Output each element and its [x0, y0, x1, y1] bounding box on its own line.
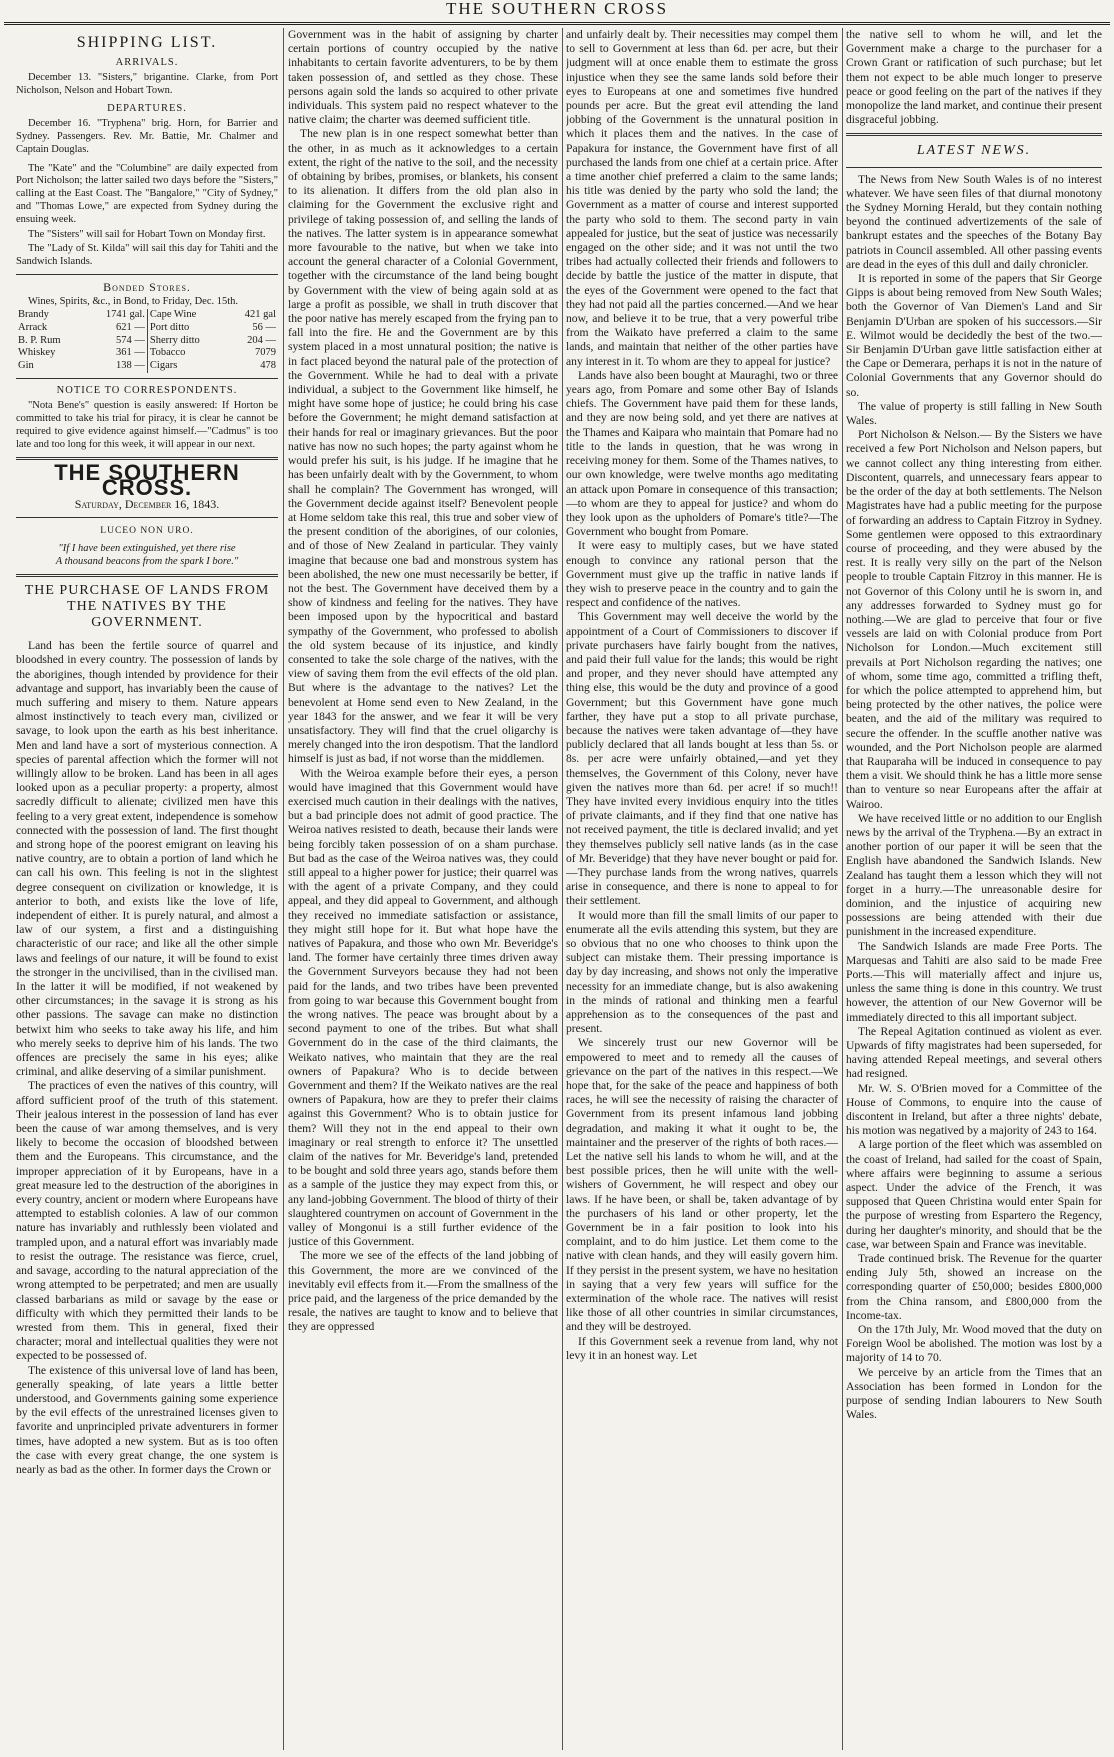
article-paragraph: Land has been the fertile source of quarrel and bloodshed in every country. The possession of lands by the aborigines, though intended by providence for their advantage and support, has invariably been the cause of much suffering and misery to them. Nature appears almost instinctively to teach every man, civilized or savage, to look upon the earth as his best inheritance. Men and land have a sort of mysterious connection. A species of parental affection which the former will not willingly allow to be broken. Land has been in all ages looked upon as a peculiar property: a property, almost sacredly difficult to alienate; civilized men have this feeling to a very great extent, independence is somehow connected with the possession of land. The first thought and strong hope of the poorest emigrant on leaving his native country, are to obtain a portion of land which he can call his own. This feeling is not in the slightest degree consequent on civilization or knowledge, it is anterior to both, and exists like the love of life, independent of either. It is purely natural, and almost a law of our system, a first and a distinguishing characteristic of our race; and like all the other simple laws and feelings of our nature, it will be found to exist the stronger in the uncivilised, than in the civilised man. In the latter it will be modified, if not weakened by other circumstances; in the savage it is strong as his other passions. The savage can make no distinction betwixt him who seeks to take away his life, and him who merely seeks to deprive him of his lands. The two offences are precisely the same in his eyes; alike criminal, and alike deserving of a similar punishment. [16, 639, 278, 1079]
motto: LUCEO NON URO. [100, 525, 194, 536]
article-title: THE PURCHASE OF LANDS FROM THE NATIVES BY THE GOVERNMENT. [24, 583, 270, 631]
article-paragraph: We sincerely trust our new Governor will be empowered to meet and to remedy all the causes of grievance on the part of the natives in this respect.—We hope that, for the sake of the peace and happiness of both races, he will see the necessity of raising the character of Government from its present infamous land jobbing degradation, and making it what it ought to be, the maintainer and the preserver of the rights of both races.—Let the native sell his lands to whom he will, and at the best possible prices, then he will unite with the well-wishers of Government, he will respect and obey our laws. If he have been, or shall be, taken advantage of by the purchasers of his land or other property, let the Government be in a fair position to look into his complaint, and to do him justice. Let them come to the native with clean hands, and they will easily govern him. If they persist in the present system, we have no hesitation in saying that a very few years will suffice for the extermination of the whole race. The natives will resist like those of all other countries in similar circumstances, and they will be destroyed. [566, 1036, 838, 1334]
column-1 [16, 28, 278, 1750]
news-paragraph: We perceive by an article from the Times that an Association has been formed in London for the purpose of sending Indian labourers to New South Wales. [846, 1365, 1102, 1422]
news-paragraph: Mr. W. S. O'Brien moved for a Committee of the House of Commons, to enquire into the cause of discontent in Ireland, but after a three nights' debate, his motion was negatived by a majority of 243 to 164. [846, 1081, 1102, 1138]
article-paragraph: Lands have also been bought at Mauraghi, two or three years ago, from Pomare and some other Bay of Islands chiefs. The Government have paid them for these lands, and they are now being sold, and yet there are natives at the Thames and Kaipara who maintain that Pomare had no title to the lands in question, that he was wrong in receiving money for them. Some of the Thames natives, to our own knowledge, were twelve months ago meditating an attack upon Pomare in consequence of this transaction;—to whom are they to appeal for justice? and whom do they look upon as the upholders of Pomare's title?—The Government who bought from Pomare. [566, 368, 838, 539]
table-row: Brandy 1741 gal. Cape Wine 421 gal [18, 308, 276, 320]
article-paragraph: The new plan is in one respect somewhat better than the other, in as much as it acknowledges to a certain extent, the right of the native to the soil, and the necessity of obtaining by bribes, promises, or blankets, his consent to its alienation. It differs from the old plan also in claiming for the Government the exclusive right and privilege of taking possession of, and selling the lands of the natives. The latter system is in appearance somewhat more favourable to the native, but when we take into account the general character of a Colonial Government, together with the circumstance of the land being bought by Government with the view of being again sold at as large a profit as possible, we shall in truth discover that the poor native has merely escaped from the frying pan to fall into the fire. He and the Government are by this system placed in a most unnatural position; the native is in fact placed beyond the natural pale of the protection of the Government. While he had to deal with a private individual, a subject to the Government like himself, he might have some hope of justice; he could bring his case before the Government; he might demand satisfaction at their hands for real or imaginary grievances. But the poor native has now no such hopes; the party against whom he would prefer his suit, is his judge. If he imagine that he has been unfairly dealt with by the Government, to whom shall he complain? The Government has wronged, will the Government decide against itself? Benevolent people at Home seldom take this real, this true and sober view of the present condition of the aborigines, of our colonies, and of those of New Zealand in particular. They vainly imagine that because one bad and monstrous system has been abolished, the new one must necessarily be better, if not the best. The Government have deceived them by a show of kindness and feeling for the natives. They have been imposed upon by the hypocritical and bastard sympathy of the Government, who professed to abolish the old system because of its injustice, and kindly consented to take the sole charge of the natives, with the view of saving them from the evil effects of the old plan. But where is the advantage to the natives? Let the benevolent at Home send even to New Zealand, in the year 1843 for the answer, and we fear it will be very unsatisfactory. They will find that the cruel oligarchy is merely changed into the iron despotism. That the landlord himself is just as bad, if not worse than the middlemen. [288, 127, 558, 766]
article-paragraph: The existence of this universal love of land has been, generally speaking, of late years a little better understood, and Governments gaining some experience by the evil effects of the unrestrained licenses given to favorite and unprincipled private adventurers in former times, have adopted a new system. But as is too often the case with every great change, the one system is nearly as bad as the other. In former days the Crown or [16, 1363, 278, 1476]
article-paragraph: If this Government seek a revenue from land, why not levy it in an honest way. Let [566, 1334, 838, 1362]
article-paragraph: the native sell to whom he will, and let the Government make a charge to the purchaser for a Crown Grant or ratification of such purchase; but let them not expect to be able much longer to preserve peace or good feeling on the part of the natives if they monopolize the land market, and continue their present disgraceful jobbing. [846, 28, 1102, 127]
table-row: Arrack 621 — Port ditto 56 — [18, 321, 276, 333]
article-paragraph: The more we see of the effects of the land jobbing of this Government, the more are we convinced of the inevitably evil effects from it.—From the smallness of the price paid, and the largeness of the price demanded by the resale, the natives are taught to know and to believe that they are oppressed [288, 1249, 558, 1334]
epigraph-line: "If I have been extinguished, yet there rise [58, 543, 236, 555]
bonded-intro: Wines, Spirits, &c., in Bond, to Friday, Dec. 15th. [28, 296, 239, 308]
article-paragraph: and unfairly dealt by. Their necessities may compel them to sell to Government at less than 6d. per acre, but their judgment will at once enable them to estimate the gross injustice when they see the same lands sold before their eyes to Europeans at one and sometimes five hundred pounds per acre. But the great evil attending the land jobbing of the Government is the unnatural position in which it places them and the natives. In the case of Papakura for instance, the Government have first of all purchased the lands from one chief at a certain price. After a time another chief preferred a claim to the same lands; his title was denied by the party who sold the land; the Government as a matter of course and interest supported the party who sold to them. The second party in vain appealed for justice, but the seat of justice was necessarily engaged on the other side; and it was not until the two tribes had actually collected their friends and followers to decide by battle the justice of the matter in dispute, that the eyes of the Government were opened to the fact that they had not paid all the parties concerned.—And we hear now, and believe it to be true, that a very powerful tribe from the Waikato have preferred a claim to the same lands, and maintain that neither of the other parties have any interest in it. To whom are they to appeal for justice? [566, 28, 838, 368]
issue-date: Saturday, December 16, 1843. [74, 496, 220, 511]
bonded-stores-table [16, 309, 278, 373]
epigraph [24, 542, 270, 568]
article-paragraph: With the Weiroa example before their eyes, a person would have imagined that this Government would have exercised much caution in their dealings with the natives, but a bad principle does not admit of good practice. The Weiroa natives resisted to death, because their lands were being forcibly taken possession of on a sham purchase. But bad as the case of the Weiroa natives was, they could still appeal to a higher power for justice; their quarrel was with the agent of a private Company, and they could appeal, and they did appeal to Government, and although they received no immediate satisfaction or assistance, they might still hope for it. But what hope have the natives of Papakura, and those who own Mr. Beveridge's land. The former have certainly three times driven away the Government Surveyors because they had not been paid for the lands, and two tribes have been prevented from going to war because this Government bought from the wrong natives. The peace was brought about by a second payment to one of the tribes. But what shall Government do in the case of the third claimants, the Weikato natives, who maintain that they are the real owners of Papakura? Who is to decide between Government and them? If the Weikato natives are the real owners of Papakura, how are they to prefer their claims against this Government? Who is to obtain justice for them? Will they not in the end appeal to their own imaginary or real strength to enforce it? The unsettled claim of the natives for Mr. Beveridge's land, pretended to be bought and sold three years ago, stands before them as a sample of the justice they may expect from this, or any land-jobbing Government. The blood of thirty of their slaughtered countrymen on account of Government in the valley of Mongonui is a still further evidence of the justice of this Government. [288, 766, 558, 1249]
column-2 [288, 28, 558, 1750]
arrivals-entry: December 13. "Sisters," brigantine. Clarke, from Port Nicholson, Nelson and Hobart Town. [16, 72, 278, 97]
shipping-note: The "Kate" and the "Columbine" are daily expected from Port Nicholson; the latter sailed two days before the "Sisters," calling at the East Coast. The "Bangalore," "City of Sydney," and "Thomas Lowe," are expected from Sydney during the ensuing week. [16, 162, 278, 225]
shipping-list-title: SHIPPING LIST. [76, 34, 218, 51]
article-paragraph: The practices of even the natives of this country, will afford sufficient proof of the truth of this statement. Their jealous interest in the possession of land has ever been the cause of war among themselves, and is very likely to become the occasion of bloodshed between them and the Europeans. This circumstance, and the improper appreciation of it by Europeans, have in a great measure led to the destruction of the aborigines in every country, ancient or modern where Europeans have attempted to establish colonies. A law of our common nature has invariably and ruthlessly been violated and trampled upon, and a natural effort was invariably made to resist the outrage. The resistance was fierce, cruel, and savage, according to the natural appreciation of the wrong attempted to be perpetrated; and men are usually classed barbarians as mild or savage by the ease or difficulty with which they permitted their lands to be wrested from them. This in general, fixed their character; moral and intellectual qualities they were not expected to be possessed of. [16, 1079, 278, 1363]
news-paragraph: The value of property is still falling in New South Wales. [846, 399, 1102, 428]
departures-entry: December 16. "Tryphena" brig. Horn, for Barrier and Sydney. Passengers. Rev. Mr. Battie, Mr. Chalmer and Captain Douglas. [16, 118, 278, 155]
news-paragraph: The Sandwich Islands are made Free Ports. The Marquesas and Tahiti are also said to be made Free Ports.—This will materially affect and injure us, unless the same thing is done in this country. We trust however, the attention of our New Governor will be immediately directed to this all important subject. [846, 939, 1102, 1024]
table-row: B. P. Rum 574 — Sherry ditto 204 — [18, 334, 276, 346]
running-head: THE SOUTHERN CROSS [445, 0, 669, 18]
top-rule [4, 22, 1110, 25]
article-paragraph: It were easy to multiply cases, but we have stated enough to convince any rational person that the Government must give up the traffic in native lands if they wish to preserve peace in the country and to gain the respect and confidence of the natives. [566, 539, 838, 610]
news-paragraph: It is reported in some of the papers that Sir George Gipps is about being removed from New South Wales; both the Governor of Van Diemen's Land and Sir Benjamin D'Urban are spoken of his successors.—Sir E. Wilmot would be decidedly the best of the two.—Sir Benjamin D'Urban gave little satisfaction either at the Cape or Demerara, perhaps it is not in the nature of Colonial Governments that any Governor should do so. [846, 272, 1102, 399]
epigraph-line: A thousand beacons from the spark I bore." [55, 556, 239, 568]
news-paragraph: The Repeal Agitation continued as violent as ever. Upwards of fifty magistrates had been superseded, for having attended Repeal meetings, and several others had resigned. [846, 1024, 1102, 1081]
news-paragraph: On the 17th July, Mr. Wood moved that the duty on Foreign Wool be abolished. The motion was lost by a majority of 14 to 70. [846, 1323, 1102, 1365]
column-rule [562, 28, 563, 1750]
news-paragraph: The News from New South Wales is of no interest whatever. We have seen files of that diurnal monotony the Sydney Morning Herald, but they contain nothing beyond the continued advertizements of the sale of bankrupt estates and the speeches of the Botany Bay patriots in Council assembled. All other passing events are dead in the eyes of this dull and daily chronicler. [846, 172, 1102, 271]
table-row: Whiskey 361 — Tobacco 7079 [18, 347, 276, 359]
shipping-note: The "Sisters" will sail for Hobart Town on Monday first. [28, 228, 266, 240]
column-4 [846, 28, 1102, 1750]
latest-news-title: LATEST NEWS. [916, 143, 1032, 159]
news-paragraph: We have received little or no addition to our English news by the arrival of the Tryphena.—By an extract in another portion of our paper it will be seen that the English have abandoned the Sandwich Islands. New Zealand has taught them a lesson which they will not forget in a hurry.—The unreasonable desire for dominion, and the injustice of acquiring new possessions are being attended with their due punishment in the increased expenditure. [846, 811, 1102, 939]
news-paragraph: Port Nicholson & Nelson.— By the Sisters we have received a few Port Nicholson and Nelson papers, but we cannot collect any thing interesting from either. Discontent, quarrels, and unnecessary fears appear to be the order of the day at both settlements. The Nelson Magistrates have had a public meeting for the purpose of forwarding an address to Captain Fitzroy in Sydney. Some gentlemen were opposed to this extraordinary course of proceeding, and they were abused by the rest. It is really very silly on the part of the Nelson people to trouble Captain Fitzroy in this manner. He is not Governor of this Colony until he is sworn in, and any addresses forwarded to Sydney must go for nothing.—We are glad to perceive that four or five vessels are laid on with Colonial produce from Port Nicholson for London.—Much excitement still prevails at Port Nicholson regarding the natives; one of whom, some time ago, committed a trifling theft, for which the police attempted to apprehend him, but being protected by the other natives, the police were beaten, and the aid of the military was required to secure the offender. In the scuffle another native was wounded, and the Port Nicholson people are alarmed that Rauparaha will be induced in consequence to pay them a visit. We should think he has a little more sense than to venture so near Europeans after the affair at Wairoo. [846, 428, 1102, 811]
column-rule [842, 28, 843, 1750]
table-row: Gin 138 — Cigars 478 [18, 360, 276, 372]
bonded-stores-title: Bonded Stores. [103, 279, 191, 294]
arrivals-heading: ARRIVALS. [115, 57, 179, 69]
departures-heading: DEPARTURES. [107, 103, 187, 114]
newspaper-banner: THE SOUTHERN CROSS. [54, 460, 240, 500]
article-paragraph: It would more than fill the small limits of our paper to enumerate all the evils attending this system, but they are so obvious that no one who chooses to think upon the subject can mistake them. Their pressing importance is day by day increasing, and shows not only the imperative necessity for an immediate change, but is also awakening in the minds of rational and thinking men a fearful apprehension as to the consequences of the past and present. [566, 908, 838, 1036]
column-rule [283, 28, 284, 1750]
column-3 [566, 28, 838, 1750]
news-paragraph: Trade continued brisk. The Revenue for the quarter ending July 5th, showed an increase on the corresponding quarter of £50,000; besides £800,000 from the China ransom, and £800,000 from the Income-tax. [846, 1252, 1102, 1322]
news-paragraph: A large portion of the fleet which was assembled on the coast of Ireland, had sailed for the coast of Spain, where affairs were beginning to assume a serious aspect. Under the advice of the French, it was supposed that Queen Christina would enter Spain for the purpose of wresting from Espartero the Regency, during her daughter's minority, and should that be the case, war between Spain and France was inevitable. [846, 1138, 1102, 1251]
article-paragraph: This Government may well deceive the world by the appointment of a Court of Commissioners to discover if private purchasers have fairly bought from the natives, and paid their full value for the lands; this would be right and proper, and they never should have attempted any thing else, this would be the duty and province of a good Government; but this Government have gone much farther, they have put a stop to all private purchase, because the natives were taken advantage of—they have publicly declared that all lands bought at less than 5s. or 8s. per acre were unfairly obtained,—and yet they themselves, the Government of this Colony, never have given the natives more than 6d. per acre! if so much!! They have invited every invidious enquiry into the titles of private claimants, and if they find that one native has not received payment, the title is declared invalid; and yet they themselves publicly sell native lands (as in the case of Mr. Beveridge) that they have never bought or paid for.—They purchase lands from the wrong natives, quarrels arise in consequence, and there is none to appeal to for their settlement. [566, 610, 838, 908]
correspondents-title: NOTICE TO CORRESPONDENTS. [56, 384, 238, 396]
correspondents-notice: "Nota Bene's" question is easily answered: If Horton be committed to take his trial for piracy, it is clear he cannot be required to give evidence against himself.—"Cadmus" is too late and too long for this week, it will appear in our next. [16, 400, 278, 450]
shipping-note: The "Lady of St. Kilda" will sail this day for Tahiti and the Sandwich Islands. [16, 243, 278, 268]
article-paragraph: Government was in the habit of assigning by charter certain portions of country occupied by the native inhabitants to certain favorite adventurers, to be by them taken possession of, and settled as they chose. These persons again sold the lands so acquired to other private individuals. This system paid no respect whatever to the native claim; the charter was deemed sufficient title. [288, 28, 558, 127]
